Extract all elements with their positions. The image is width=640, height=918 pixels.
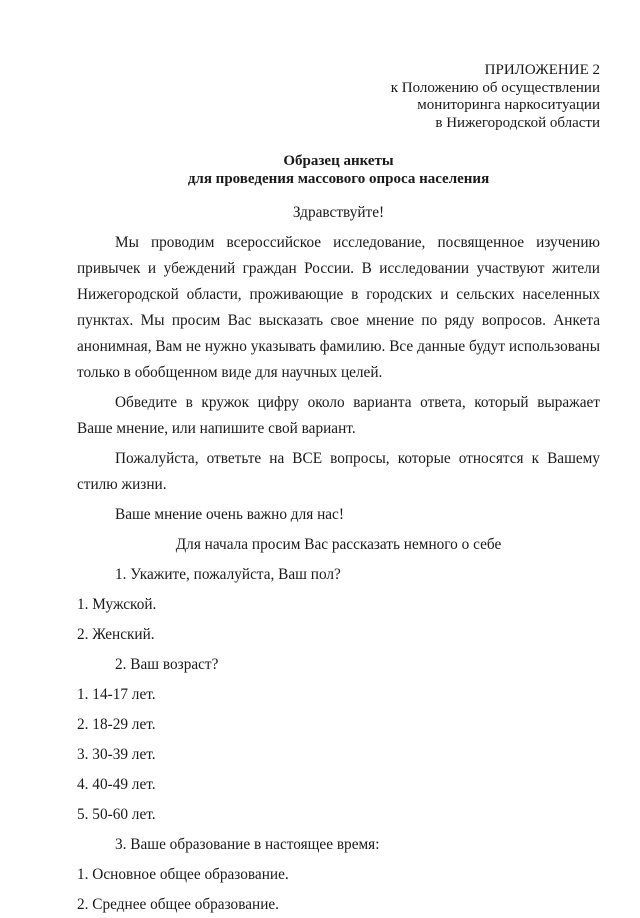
- question-text: 2. Ваш возраст?: [115, 656, 219, 673]
- answer-option: 1. Основное общее образование.: [77, 866, 289, 883]
- answer-option: 2. Женский.: [77, 626, 155, 643]
- question-block: [77, 652, 600, 828]
- answer-option: 2. Среднее общее образование.: [77, 896, 279, 913]
- section-heading: Для начала просим Вас рассказать немного о себе: [175, 536, 502, 553]
- intro-paragraph-3: Пожалуйста, ответьте на ВСЕ вопросы, которые относятся к Вашему стилю жизни.: [77, 450, 600, 493]
- title-line-2: для проведения массового опроса населения: [187, 171, 490, 187]
- question-block: [77, 832, 600, 918]
- question-text: 1. Укажите, пожалуйста, Ваш пол?: [115, 566, 341, 583]
- answer-option: 2. 18-29 лет.: [77, 716, 156, 733]
- appendix-line: к Положению об осуществлении: [390, 79, 600, 96]
- intro-paragraph-1: Мы проводим всероссийское исследование, посвященное изучению привычек и убеждений граждан России. В исследовании участвуют жители Нижегородской области, проживающие в городских и сельских населенных пунктах. Мы просим Вас высказать свое мнение по ряду вопросов. Анкета анонимная, Вам не нужно указывать фамилию. Все данные будут использованы только в обобщенном виде для научных целей.: [77, 234, 600, 381]
- title-line-1: Образец анкеты: [283, 153, 394, 169]
- answer-option: 1. Мужской.: [77, 596, 157, 613]
- greeting: Здравствуйте!: [292, 204, 385, 221]
- appendix-line: мониторинга наркоситуации: [417, 97, 600, 113]
- appendix-line: в Нижегородской области: [435, 114, 600, 131]
- appendix-line: ПРИЛОЖЕНИЕ 2: [484, 62, 600, 78]
- answer-option: 4. 40-49 лет.: [77, 776, 156, 793]
- question-text: 3. Ваше образование в настоящее время:: [115, 836, 380, 853]
- answer-option: 5. 50-60 лет.: [77, 806, 156, 823]
- appendix-header: [77, 62, 600, 132]
- intro-paragraph-4: Ваше мнение очень важно для нас!: [115, 506, 344, 523]
- intro-paragraph-2: Обведите в кружок цифру около варианта ответа, который выражает Ваше мнение, или напишите свой вариант.: [77, 394, 600, 437]
- answer-option: 1. 14-17 лет.: [77, 686, 156, 703]
- document-title: [77, 152, 600, 188]
- question-block: [77, 562, 600, 648]
- answer-option: 3. 30-39 лет.: [77, 746, 156, 763]
